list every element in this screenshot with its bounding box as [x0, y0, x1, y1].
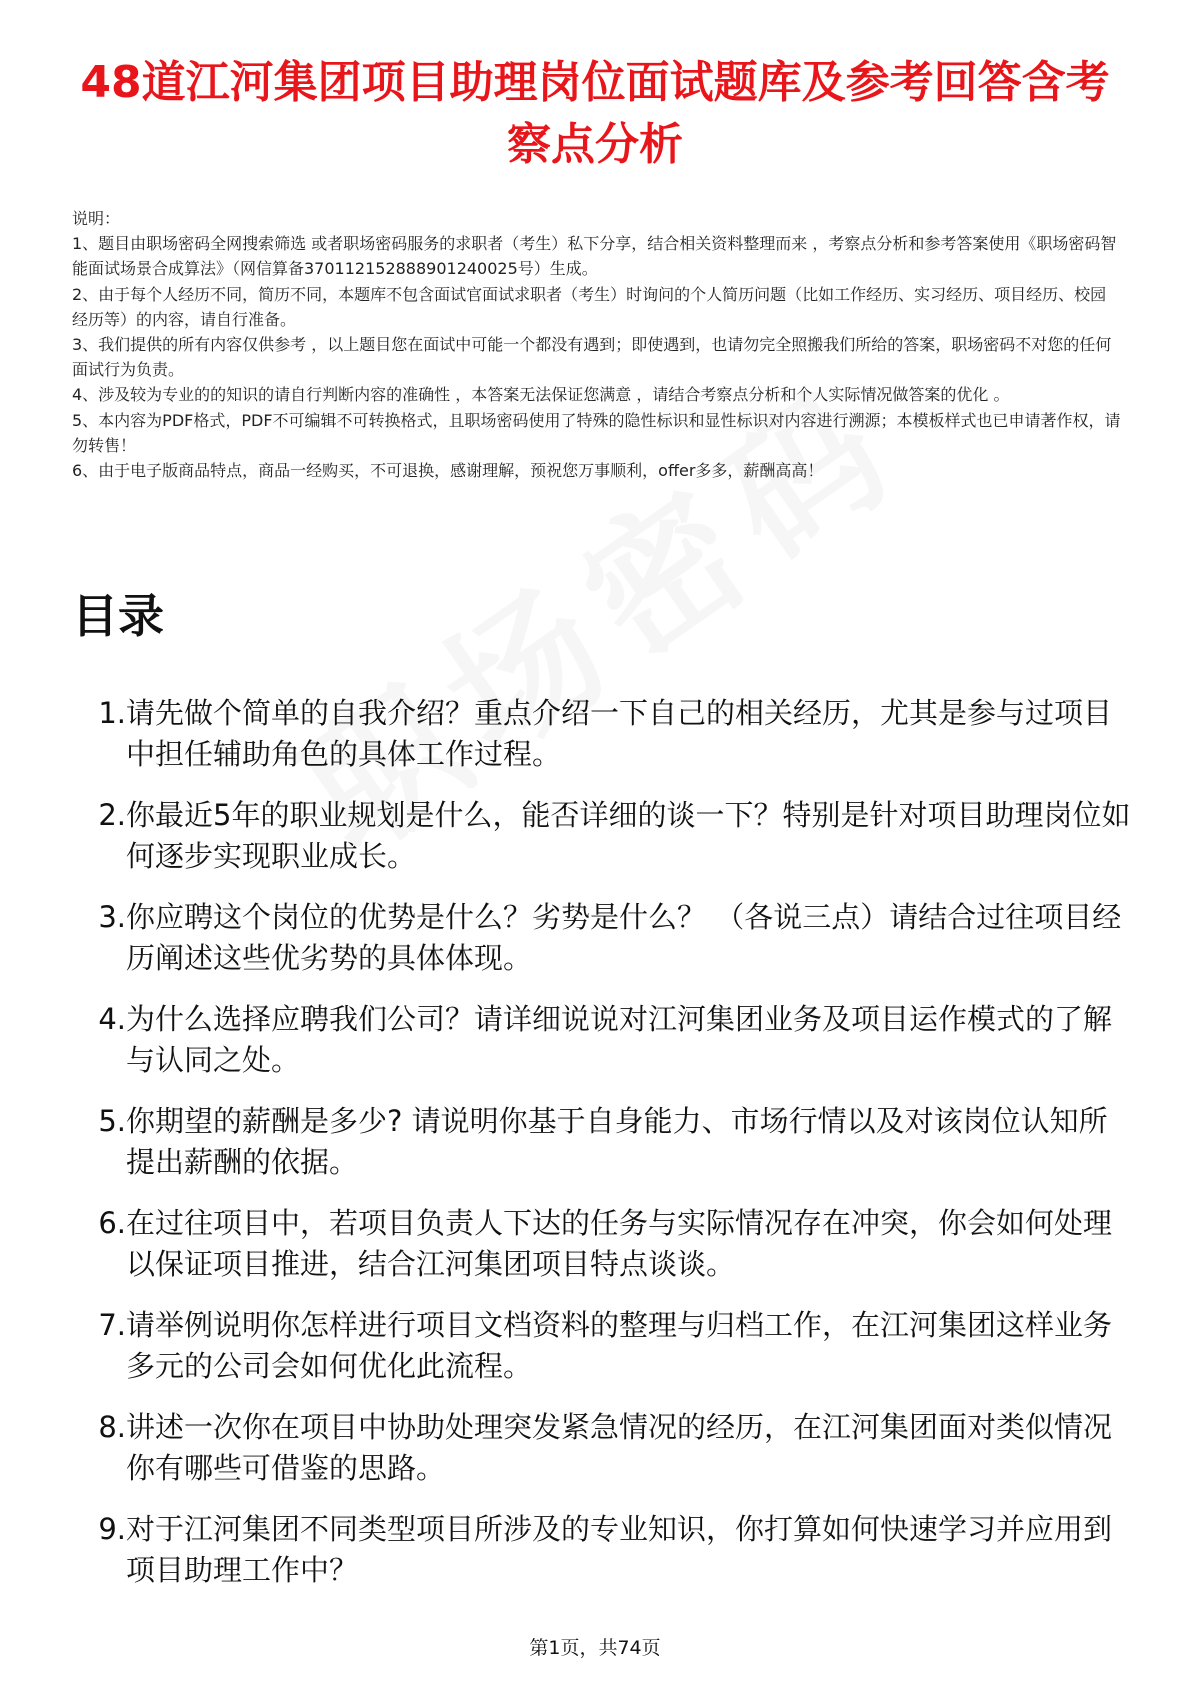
note-item: 6、由于电子版商品特点，商品一经购买，不可退换，感谢理解，预祝您万事顺利，offer多多，薪酬高高！ — [72, 461, 824, 481]
toc-item-number: 9. — [98, 1512, 126, 1546]
toc-item[interactable] — [72, 1509, 1132, 1591]
toc-item[interactable] — [72, 1305, 1132, 1387]
toc-item-text: 你应聘这个岗位的优势是什么？劣势是什么？ （各说三点）请结合过往项目经历阐述这些优劣势的具体体现。 — [126, 900, 1122, 975]
page-footer: 第1页，共74页 — [529, 1637, 661, 1659]
notes-heading: 说明： — [72, 209, 121, 228]
toc-item[interactable] — [72, 999, 1132, 1081]
toc-item[interactable] — [72, 897, 1132, 979]
toc-item[interactable] — [72, 795, 1132, 877]
note-item: 2、由于每个人经历不同，简历不同，本题库不包含面试官面试求职者（考生）时询问的个人简历问题（比如工作经历、实习经历、项目经历、校园经历等）的内容，请自行准备。 — [72, 284, 1107, 329]
toc-item-text: 对于江河集团不同类型项目所涉及的专业知识，你打算如何快速学习并应用到项目助理工作中？ — [126, 1512, 1113, 1587]
toc-heading: 目录 — [72, 589, 164, 643]
toc-item-text: 请先做个简单的自我介绍？重点介绍一下自己的相关经历，尤其是参与过项目中担任辅助角色的具体工作过程。 — [126, 696, 1113, 771]
toc-item-text: 为什么选择应聘我们公司？请详细说说对江河集团业务及项目运作模式的了解与认同之处。 — [126, 1002, 1113, 1077]
toc-item-text: 请举例说明你怎样进行项目文档资料的整理与归档工作，在江河集团这样业务多元的公司会如何优化此流程。 — [126, 1308, 1113, 1383]
toc-item-number: 5. — [98, 1104, 126, 1138]
notes-section — [72, 206, 1122, 483]
toc-item-text: 你期望的薪酬是多少? 请说明你基于自身能力、市场行情以及对该岗位认知所提出薪酬的依据。 — [126, 1104, 1108, 1179]
note-item: 1、题目由职场密码全网搜索筛选 或者职场密码服务的求职者（考生）私下分享，结合相关资料整理而来 ，考察点分析和参考答案使用《职场密码智能面试场景合成算法》（网信算备370112152888901240025号）生成。 — [72, 234, 1117, 279]
toc-item[interactable] — [72, 1101, 1132, 1183]
toc-item[interactable] — [72, 1407, 1132, 1489]
document-title: 48道江河集团项目助理岗位面试题库及参考回答含考察点分析 — [80, 57, 1110, 170]
toc-list — [72, 693, 1132, 1611]
toc-item-number: 6. — [98, 1206, 126, 1240]
toc-item-number: 3. — [98, 900, 126, 934]
note-item: 3、我们提供的所有内容仅供参考 ，以上题目您在面试中可能一个都没有遇到；即使遇到，也请勿完全照搬我们所给的答案，职场密码不对您的任何面试行为负责。 — [72, 335, 1112, 380]
toc-item-number: 2. — [98, 798, 126, 832]
toc-item-number: 7. — [98, 1308, 126, 1342]
toc-item-text: 在过往项目中，若项目负责人下达的任务与实际情况存在冲突，你会如何处理以保证项目推进，结合江河集团项目特点谈谈。 — [126, 1206, 1113, 1281]
note-item: 4、涉及较为专业的的知识的请自行判断内容的准确性 ，本答案无法保证您满意 ，请结合考察点分析和个人实际情况做答案的优化 。 — [72, 385, 1010, 405]
toc-item[interactable] — [72, 693, 1132, 775]
toc-item-number: 4. — [98, 1002, 126, 1036]
toc-item[interactable] — [72, 1203, 1132, 1285]
note-item: 5、本内容为PDF格式，PDF不可编辑不可转换格式，且职场密码使用了特殊的隐性标识和显性标识对内容进行溯源；本模板样式也已申请著作权，请勿转售！ — [72, 410, 1121, 455]
toc-item-number: 8. — [98, 1410, 126, 1444]
toc-item-number: 1. — [98, 696, 126, 730]
toc-item-text: 你最近5年的职业规划是什么，能否详细的谈一下？特别是针对项目助理岗位如何逐步实现职业成长。 — [126, 798, 1131, 873]
toc-item-text: 讲述一次你在项目中协助处理突发紧急情况的经历，在江河集团面对类似情况你有哪些可借鉴的思路。 — [126, 1410, 1113, 1485]
